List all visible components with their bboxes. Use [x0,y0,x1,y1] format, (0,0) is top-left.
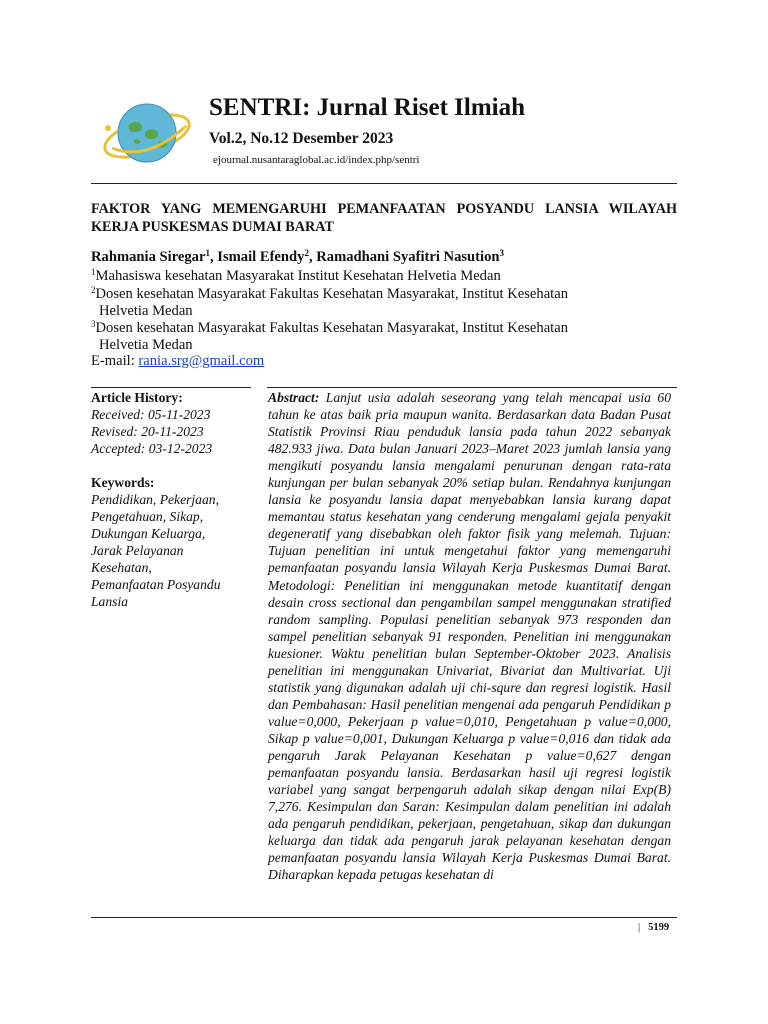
keyword-line: Pengetahuan, Sikap, [91,509,204,524]
keyword-line: Jarak Pelayanan [91,543,184,558]
page-number: 5199 [648,922,670,933]
page-footer [638,922,669,933]
affiliation-3 [91,320,568,354]
footer-separator: | [638,922,641,933]
affiliation-superscript: 1 [91,267,96,277]
abstract-divider [267,387,677,388]
email-line [91,353,264,370]
keyword-line: Dukungan Keluarga, [91,526,206,541]
accepted-date: Accepted: 03-12-2023 [91,441,213,456]
author-name: Ismail Efendy [217,249,305,265]
journal-title: SENTRI: Jurnal Riset Ilmiah [209,94,526,121]
email-label: E-mail: [91,353,139,369]
keyword-line: Kesehatan, [91,560,152,575]
keyword-line: Pemanfaatan Posyandu [91,577,221,592]
author-superscript: 3 [499,248,504,258]
journal-volume: Vol.2, No.12 Desember 2023 [209,130,394,147]
affiliation-superscript: 2 [91,285,96,295]
article-info-sidebar [91,389,251,610]
sidebar-divider [91,387,251,388]
abstract [268,389,671,883]
author-name: Ramadhani Syafitri Nasution [316,249,500,265]
keyword-line: Lansia [91,594,129,609]
received-date: Received: 05-11-2023 [91,407,211,422]
author-name: Rahmania Siregar [91,249,206,265]
affiliation-1 [91,268,501,285]
journal-url: ejournal.nusantaraglobal.ac.id/index.php/sentri [213,154,420,166]
author-superscript: 2 [304,248,309,258]
affiliation-text-continued: Helvetia Medan [99,337,193,353]
keyword-line: Pendidikan, Pekerjaan, [91,492,219,507]
affiliation-text: Dosen kesehatan Masyarakat Fakultas Kesehatan Masyarakat, Institut Kesehatan [95,320,569,336]
abstract-text: Lanjut usia adalah seseorang yang telah mencapai usia 60 tahun ke atas baik pria maupun wanita. Berdasarkan data Badan Pusat Statistik Provinsi Riau penduduk lansia pada tahun 2022 sebanyak 482.933 jiwa. Data bulan Januari 2023–Maret 2023 jumlah lansia yang mengikuti posyandu lansia mengalami penurunan dengan rata-rata kunjungan per bulan sebanyak 20% setiap bulan. Rendahnya kunjungan lansia ke posyandu lansia dapat menyebabkan lansia kurang dapat memantau status kesehatan yang cenderung mengalami gejala penyakit degeneratif yang disebabkan oleh faktor fisik yang melemah. Tujuan: Tujuan penelitian ini untuk mengetahui faktor yang memengaruhi pemanfaatan posyandu lansia Wilayah Kerja Puskesmas Dumai Barat. Metodologi: Penelitian ini menggunakan metode kuantitatif dengan desain cross sectional dan pengambilan sampel menggunakan stratified random sampling. Populasi penelitian sebanyak 973 responden dan sampel penelitian sebanyak 91 responden. Penelitian ini menggunakan kuesioner. Waktu penelitian bulan September-Oktober 2023. Analisis penelitian ini menggunakan Univariat, Bivariat dan Multivariat. Uji statistik yang digunakan adalah uji chi-squre dan regresi logistik. Hasil dan Pembahasan: Hasil penelitian mengenai ada pengaruh Pendidikan p value=0,000, Pekerjaan p value=0,010, Pengetahuan p value=0,000, Sikap p value=0,001, Dukungan Keluarga p value=0,016 dan tidak ada pengaruh Jarak Pelayanan Kesehatan p value=0,627 dengan pemanfaatan posyandu lansia. Berdasarkan hasil uji regresi logistik variabel yang sangat berpengaruh adalah sikap dengan nilai Exp(B) 7,276. Kesimpulan dan Saran: Kesimpulan dalam penelitian ini adalah ada pengaruh pendidikan, pekerjaan, pengetahuan, sikap dan dukungan keluarga dan tidak ada pengaruh jarak pelayanan kesehatan dengan pemanfaatan posyandu lansia Wilayah Kerja Puskesmas Dumai Barat. Diharapkan kepada petugas kesehatan di [268,390,671,883]
affiliation-text: Mahasiswa kesehatan Masyarakat Institut Kesehatan Helvetia Medan [95,268,501,284]
article-history-heading: Article History: [91,390,183,405]
author-list [91,249,504,266]
affiliation-2 [91,286,568,320]
author-separator: , [308,249,317,265]
affiliation-superscript: 3 [91,319,96,329]
email-link[interactable]: rania.srg@gmail.com [138,353,265,369]
journal-logo-globe-icon [100,96,194,172]
author-separator: , [209,249,218,265]
abstract-label: Abstract: [268,390,320,405]
paper-title: FAKTOR YANG MEMENGARUHI PEMANFAATAN POSYANDU LANSIA WILAYAH KERJA PUSKESMAS DUMAI BARAT [91,201,677,235]
affiliation-text: Dosen kesehatan Masyarakat Fakultas Kesehatan Masyarakat, Institut Kesehatan [95,286,569,302]
keywords-heading: Keywords: [91,475,155,490]
revised-date: Revised: 20-11-2023 [91,424,204,439]
footer-divider [91,917,677,918]
affiliation-text-continued: Helvetia Medan [99,303,193,319]
header-divider [91,183,677,184]
author-superscript: 1 [205,248,210,258]
